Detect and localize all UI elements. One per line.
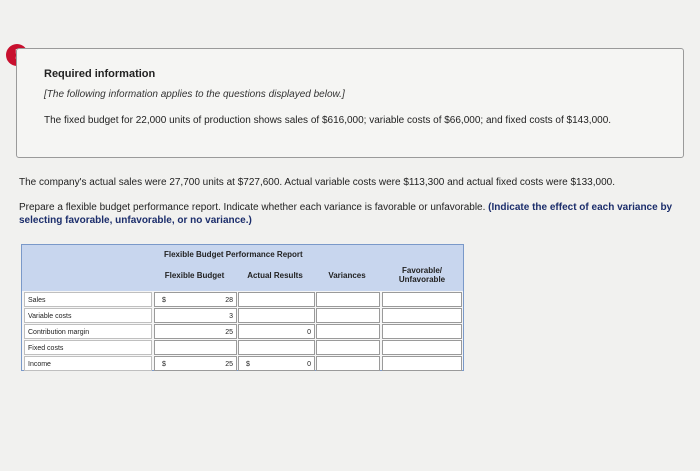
- dollar-sign: $: [162, 361, 166, 368]
- dollar-sign: $: [162, 297, 166, 304]
- cell-value: 0: [307, 329, 311, 336]
- cell-value: 28: [225, 297, 233, 304]
- header-actual-results: Actual Results: [247, 271, 303, 280]
- income-actual-results: [238, 356, 315, 371]
- variable-costs-favorable-select[interactable]: [382, 308, 462, 323]
- contribution-margin-actual-results: [238, 324, 315, 339]
- fixed-costs-actual-results-input[interactable]: [238, 340, 315, 355]
- table-row: [22, 324, 463, 340]
- info-subtitle: [The following information applies to the questions displayed below.]: [44, 89, 345, 100]
- variable-costs-actual-results-input[interactable]: [238, 308, 315, 323]
- sales-favorable-select[interactable]: [382, 292, 462, 307]
- report-title: Flexible Budget Performance Report: [164, 250, 303, 259]
- row-label-contribution-margin: Contribution margin: [24, 324, 152, 339]
- income-flexible-budget: [154, 356, 237, 371]
- cell-value: 25: [225, 329, 233, 336]
- row-label-variable-costs[interactable]: Variable costs: [24, 308, 152, 323]
- fixed-costs-favorable-select[interactable]: [382, 340, 462, 355]
- info-title: Required information: [44, 68, 156, 80]
- info-text: The fixed budget for 22,000 units of production shows sales of $616,000; variable costs of $66,000; and fixed costs of $143,000.: [44, 115, 612, 126]
- contribution-margin-variance-input[interactable]: [316, 324, 380, 339]
- row-label-fixed-costs[interactable]: Fixed costs: [24, 340, 152, 355]
- required-information-box: [16, 48, 684, 158]
- contribution-margin-flexible-budget: [154, 324, 237, 339]
- sales-flexible-budget-input[interactable]: [154, 292, 237, 307]
- header-variances: Variances: [328, 271, 366, 280]
- performance-report-table: [21, 244, 464, 371]
- fixed-costs-variance-input[interactable]: [316, 340, 380, 355]
- table-row: [22, 340, 463, 356]
- fixed-costs-flexible-budget-input[interactable]: [154, 340, 237, 355]
- contribution-margin-favorable-select[interactable]: [382, 324, 462, 339]
- header-flexible-budget: Flexible Budget: [164, 271, 225, 280]
- table-row: [22, 308, 463, 324]
- table-row: [22, 292, 463, 308]
- variable-costs-variance-input[interactable]: [316, 308, 380, 323]
- header-favorable-unfavorable: Favorable/ Unfavorable: [398, 266, 446, 284]
- question-emphasis: (Indicate the effect of each variance by selecting favorable, unfavorable, or no variance.): [19, 202, 673, 226]
- question-line-2: [19, 201, 684, 227]
- cell-value: 0: [307, 361, 311, 368]
- report-column-headers: [22, 264, 463, 291]
- dollar-sign: $: [246, 361, 250, 368]
- question-instruction: Prepare a flexible budget performance report. Indicate whether each variance is favorable or unfavorable.: [19, 202, 486, 213]
- income-favorable-select[interactable]: [382, 356, 462, 371]
- cell-value: 3: [229, 313, 233, 320]
- report-title-bar: [22, 245, 463, 264]
- cell-value: 25: [225, 361, 233, 368]
- sales-actual-results-input[interactable]: [238, 292, 315, 307]
- row-label-income[interactable]: Income: [24, 356, 152, 371]
- table-row: [22, 356, 463, 372]
- variable-costs-flexible-budget-input[interactable]: [154, 308, 237, 323]
- income-variance-input[interactable]: [316, 356, 380, 371]
- row-label-sales[interactable]: Sales: [24, 292, 152, 307]
- sales-variance-input[interactable]: [316, 292, 380, 307]
- question-line-1: The company's actual sales were 27,700 units at $727,600. Actual variable costs were $113,300 and actual fixed costs were $133,000.: [19, 177, 615, 188]
